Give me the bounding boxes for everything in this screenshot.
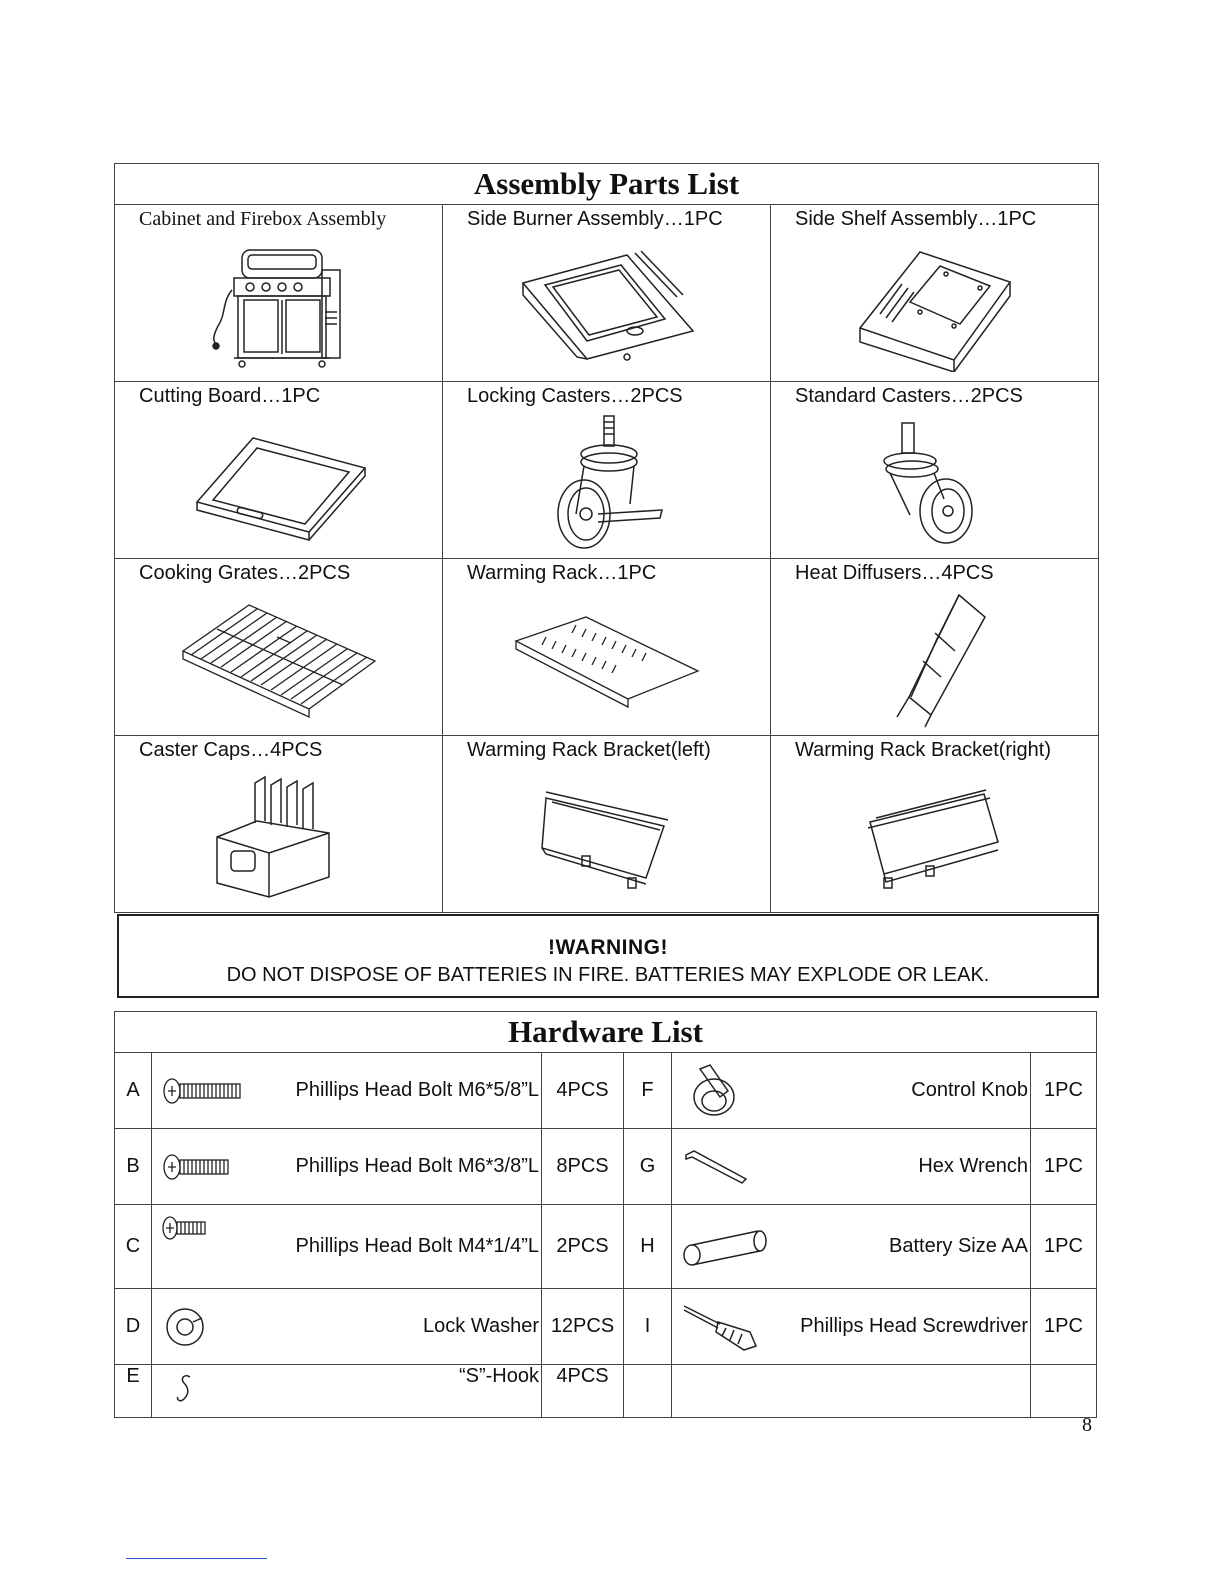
hardware-name: Battery Size AA bbox=[772, 1205, 1031, 1289]
footnote-divider bbox=[126, 1558, 267, 1559]
rack-bracket-right-icon bbox=[860, 778, 1010, 898]
hardware-name: Control Knob bbox=[772, 1053, 1031, 1129]
caster-cap-icon bbox=[209, 773, 349, 903]
table-row bbox=[115, 1365, 1097, 1418]
cutting-board-icon bbox=[189, 424, 369, 544]
table-row bbox=[115, 1129, 1097, 1205]
part-label: Standard Casters…2PCS bbox=[795, 385, 1023, 407]
part-label: Cooking Grates…2PCS bbox=[139, 562, 351, 584]
short-bolt-icon bbox=[160, 1213, 210, 1243]
hardware-qty: 4PCS bbox=[542, 1365, 624, 1418]
hardware-name: Phillips Head Bolt M6*5/8”L bbox=[252, 1053, 542, 1129]
hardware-letter: D bbox=[115, 1289, 152, 1365]
part-label: Caster Caps…4PCS bbox=[139, 739, 323, 761]
warning-message: DO NOT DISPOSE OF BATTERIES IN FIRE. BATTERIES MAY EXPLODE OR LEAK. bbox=[226, 964, 990, 986]
screwdriver-icon bbox=[680, 1302, 770, 1352]
warming-rack-icon bbox=[512, 611, 702, 711]
long-bolt-icon bbox=[160, 1076, 244, 1106]
part-label: Locking Casters…2PCS bbox=[467, 385, 683, 407]
hardware-letter: E bbox=[115, 1365, 152, 1418]
part-cell bbox=[771, 736, 1099, 913]
hardware-letter bbox=[624, 1365, 672, 1418]
hardware-letter: I bbox=[624, 1289, 672, 1365]
part-cell bbox=[771, 205, 1099, 382]
hardware-name: Phillips Head Screwdriver bbox=[772, 1289, 1031, 1365]
part-cell bbox=[115, 559, 443, 736]
part-label: Warming Rack…1PC bbox=[467, 562, 657, 584]
hardware-qty bbox=[1031, 1365, 1097, 1418]
part-cell bbox=[443, 382, 771, 559]
part-label: Side Burner Assembly…1PC bbox=[467, 208, 723, 230]
hex-wrench-icon bbox=[680, 1147, 750, 1187]
hardware-qty: 12PCS bbox=[542, 1289, 624, 1365]
part-label: Heat Diffusers…4PCS bbox=[795, 562, 994, 584]
hardware-name: Phillips Head Bolt M6*3/8”L bbox=[252, 1129, 542, 1205]
hardware-letter: C bbox=[115, 1205, 152, 1289]
hardware-name: Phillips Head Bolt M4*1/4”L bbox=[252, 1205, 542, 1289]
hardware-name: Hex Wrench bbox=[772, 1129, 1031, 1205]
hardware-qty: 8PCS bbox=[542, 1129, 624, 1205]
rack-bracket-left-icon bbox=[532, 778, 682, 898]
hardware-qty: 1PC bbox=[1031, 1053, 1097, 1129]
part-cell bbox=[771, 559, 1099, 736]
hardware-letter: H bbox=[624, 1205, 672, 1289]
cooking-grate-icon bbox=[179, 601, 379, 721]
locking-caster-icon bbox=[542, 414, 672, 554]
table-row bbox=[115, 1289, 1097, 1365]
hardware-name: Lock Washer bbox=[252, 1289, 542, 1365]
hardware-qty: 1PC bbox=[1031, 1289, 1097, 1365]
hardware-qty: 2PCS bbox=[542, 1205, 624, 1289]
part-label: Warming Rack Bracket(left) bbox=[467, 739, 711, 761]
assembly-parts-table bbox=[114, 163, 1099, 913]
empty-cell bbox=[672, 1365, 1031, 1418]
part-cell bbox=[115, 382, 443, 559]
hardware-name: “S”-Hook bbox=[252, 1365, 542, 1418]
page-number: 8 bbox=[1082, 1414, 1092, 1436]
hardware-qty: 4PCS bbox=[542, 1053, 624, 1129]
side-burner-icon bbox=[517, 247, 697, 367]
battery-icon bbox=[680, 1227, 770, 1267]
lock-washer-icon bbox=[160, 1302, 210, 1352]
hardware-letter: A bbox=[115, 1053, 152, 1129]
part-cell bbox=[443, 205, 771, 382]
part-label: Warming Rack Bracket(right) bbox=[795, 739, 1051, 761]
side-shelf-icon bbox=[850, 242, 1020, 372]
hardware-letter: F bbox=[624, 1053, 672, 1129]
warning-title: !WARNING! bbox=[548, 936, 668, 959]
assembly-title: Assembly Parts List bbox=[115, 164, 1099, 205]
hardware-table bbox=[114, 1011, 1097, 1418]
s-hook-icon bbox=[160, 1371, 210, 1405]
control-knob-icon bbox=[680, 1061, 740, 1121]
part-cell bbox=[443, 736, 771, 913]
part-cell bbox=[443, 559, 771, 736]
hardware-title: Hardware List bbox=[115, 1012, 1097, 1053]
hardware-letter: G bbox=[624, 1129, 672, 1205]
part-label: Side Shelf Assembly…1PC bbox=[795, 208, 1037, 230]
medium-bolt-icon bbox=[160, 1152, 234, 1182]
battery-warning-box bbox=[117, 914, 1099, 998]
part-cell bbox=[115, 205, 443, 382]
grill-cabinet-icon bbox=[204, 242, 354, 372]
table-row bbox=[115, 1053, 1097, 1129]
part-cell bbox=[115, 736, 443, 913]
hardware-letter: B bbox=[115, 1129, 152, 1205]
hardware-qty: 1PC bbox=[1031, 1129, 1097, 1205]
part-cell bbox=[771, 382, 1099, 559]
table-row bbox=[115, 1205, 1097, 1289]
heat-diffuser-icon bbox=[875, 591, 995, 731]
part-label: Cabinet and Firebox Assembly bbox=[139, 208, 387, 230]
part-label: Cutting Board…1PC bbox=[139, 385, 321, 407]
hardware-qty: 1PC bbox=[1031, 1205, 1097, 1289]
standard-caster-icon bbox=[880, 419, 990, 549]
